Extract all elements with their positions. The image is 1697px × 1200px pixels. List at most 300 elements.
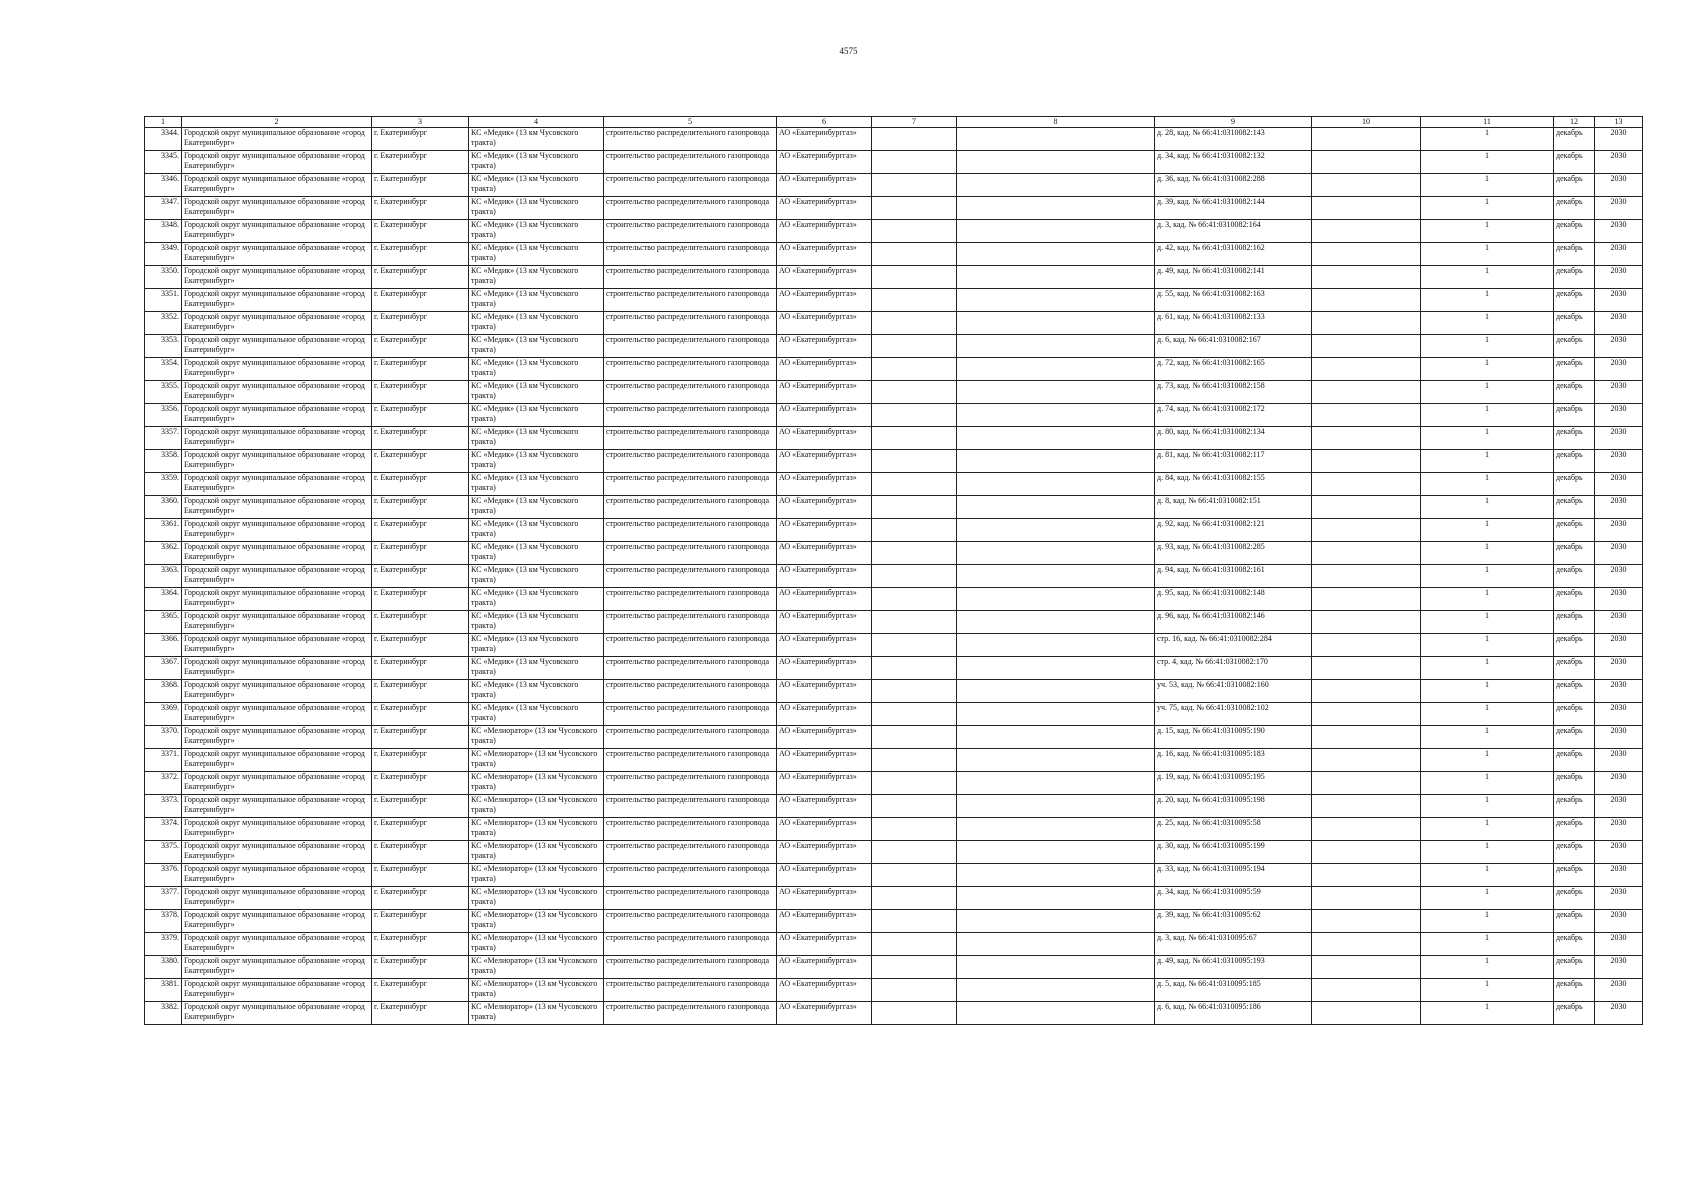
column-7-cell	[872, 542, 957, 565]
work-type-cell: строительство распределительного газопровода	[604, 979, 777, 1002]
quantity-cell: 1	[1421, 749, 1554, 772]
month-cell: декабрь	[1554, 634, 1595, 657]
column-10-cell	[1312, 772, 1421, 795]
row-number: 3374.	[145, 818, 182, 841]
object-cell: КС «Медик» (13 км Чусовского тракта)	[469, 381, 604, 404]
work-type-cell: строительство распределительного газопровода	[604, 841, 777, 864]
year-cell: 2030	[1595, 956, 1643, 979]
city-cell: г. Екатеринбург	[372, 611, 469, 634]
column-8-cell	[957, 542, 1155, 565]
year-cell: 2030	[1595, 795, 1643, 818]
month-cell: декабрь	[1554, 381, 1595, 404]
column-10-cell	[1312, 289, 1421, 312]
year-cell: 2030	[1595, 335, 1643, 358]
month-cell: декабрь	[1554, 128, 1595, 151]
object-cell: КС «Медик» (13 км Чусовского тракта)	[469, 312, 604, 335]
column-8-cell	[957, 979, 1155, 1002]
column-7-cell	[872, 611, 957, 634]
address-cell: д. 96, кад. № 66:41:0310082:146	[1155, 611, 1312, 634]
month-cell: декабрь	[1554, 772, 1595, 795]
city-cell: г. Екатеринбург	[372, 404, 469, 427]
object-cell: КС «Медик» (13 км Чусовского тракта)	[469, 128, 604, 151]
quantity-cell: 1	[1421, 473, 1554, 496]
organization-cell: АО «Екатеринбурггаз»	[777, 496, 872, 519]
column-7-cell	[872, 657, 957, 680]
column-8-cell	[957, 864, 1155, 887]
month-cell: декабрь	[1554, 841, 1595, 864]
table-row	[145, 611, 1643, 634]
organization-cell: АО «Екатеринбурггаз»	[777, 358, 872, 381]
address-cell: д. 30, кад. № 66:41:0310095:199	[1155, 841, 1312, 864]
column-8-cell	[957, 703, 1155, 726]
row-number: 3356.	[145, 404, 182, 427]
address-cell: стр. 4, кад. № 66:41:0310082:170	[1155, 657, 1312, 680]
organization-cell: АО «Екатеринбурггаз»	[777, 128, 872, 151]
municipality-cell: Городской округ муниципальное образование «город Екатеринбург»	[182, 427, 372, 450]
column-10-cell	[1312, 174, 1421, 197]
table-row	[145, 634, 1643, 657]
quantity-cell: 1	[1421, 910, 1554, 933]
row-number: 3371.	[145, 749, 182, 772]
year-cell: 2030	[1595, 565, 1643, 588]
year-cell: 2030	[1595, 174, 1643, 197]
city-cell: г. Екатеринбург	[372, 381, 469, 404]
work-type-cell: строительство распределительного газопровода	[604, 427, 777, 450]
column-8-cell	[957, 588, 1155, 611]
column-7-cell	[872, 910, 957, 933]
city-cell: г. Екатеринбург	[372, 910, 469, 933]
column-10-cell	[1312, 956, 1421, 979]
row-number: 3352.	[145, 312, 182, 335]
work-type-cell: строительство распределительного газопровода	[604, 864, 777, 887]
work-type-cell: строительство распределительного газопровода	[604, 611, 777, 634]
column-10-cell	[1312, 519, 1421, 542]
municipality-cell: Городской округ муниципальное образование «город Екатеринбург»	[182, 197, 372, 220]
table-row	[145, 128, 1643, 151]
object-cell: КС «Мелиоратор» (13 км Чусовского тракта)	[469, 772, 604, 795]
column-10-cell	[1312, 358, 1421, 381]
column-10-cell	[1312, 703, 1421, 726]
column-number-1: 1	[145, 117, 182, 128]
row-number: 3369.	[145, 703, 182, 726]
column-7-cell	[872, 473, 957, 496]
quantity-cell: 1	[1421, 818, 1554, 841]
column-7-cell	[872, 404, 957, 427]
table-row	[145, 933, 1643, 956]
address-cell: д. 81, кад. № 66:41:0310082:117	[1155, 450, 1312, 473]
quantity-cell: 1	[1421, 956, 1554, 979]
column-7-cell	[872, 243, 957, 266]
organization-cell: АО «Екатеринбурггаз»	[777, 289, 872, 312]
object-cell: КС «Медик» (13 км Чусовского тракта)	[469, 174, 604, 197]
row-number: 3359.	[145, 473, 182, 496]
city-cell: г. Екатеринбург	[372, 887, 469, 910]
city-cell: г. Екатеринбург	[372, 312, 469, 335]
column-7-cell	[872, 312, 957, 335]
row-number: 3381.	[145, 979, 182, 1002]
year-cell: 2030	[1595, 588, 1643, 611]
table-row	[145, 726, 1643, 749]
work-type-cell: строительство распределительного газопровода	[604, 749, 777, 772]
address-cell: д. 49, кад. № 66:41:0310082:141	[1155, 266, 1312, 289]
address-cell: д. 93, кад. № 66:41:0310082:285	[1155, 542, 1312, 565]
column-10-cell	[1312, 979, 1421, 1002]
address-cell: д. 80, кад. № 66:41:0310082:134	[1155, 427, 1312, 450]
work-type-cell: строительство распределительного газопровода	[604, 542, 777, 565]
row-number: 3358.	[145, 450, 182, 473]
city-cell: г. Екатеринбург	[372, 542, 469, 565]
organization-cell: АО «Екатеринбурггаз»	[777, 220, 872, 243]
municipality-cell: Городской округ муниципальное образование «город Екатеринбург»	[182, 519, 372, 542]
quantity-cell: 1	[1421, 312, 1554, 335]
column-7-cell	[872, 381, 957, 404]
organization-cell: АО «Екатеринбурггаз»	[777, 542, 872, 565]
month-cell: декабрь	[1554, 220, 1595, 243]
object-cell: КС «Мелиоратор» (13 км Чусовского тракта)	[469, 749, 604, 772]
object-cell: КС «Мелиоратор» (13 км Чусовского тракта)	[469, 956, 604, 979]
row-number: 3347.	[145, 197, 182, 220]
work-type-cell: строительство распределительного газопровода	[604, 450, 777, 473]
address-cell: д. 39, кад. № 66:41:0310095:62	[1155, 910, 1312, 933]
quantity-cell: 1	[1421, 680, 1554, 703]
row-number: 3360.	[145, 496, 182, 519]
year-cell: 2030	[1595, 657, 1643, 680]
work-type-cell: строительство распределительного газопровода	[604, 726, 777, 749]
municipality-cell: Городской округ муниципальное образование «город Екатеринбург»	[182, 749, 372, 772]
city-cell: г. Екатеринбург	[372, 450, 469, 473]
column-10-cell	[1312, 657, 1421, 680]
city-cell: г. Екатеринбург	[372, 128, 469, 151]
organization-cell: АО «Екатеринбурггаз»	[777, 680, 872, 703]
table-row	[145, 841, 1643, 864]
year-cell: 2030	[1595, 151, 1643, 174]
column-7-cell	[872, 887, 957, 910]
object-cell: КС «Медик» (13 км Чусовского тракта)	[469, 657, 604, 680]
quantity-cell: 1	[1421, 404, 1554, 427]
organization-cell: АО «Екатеринбурггаз»	[777, 887, 872, 910]
municipality-cell: Городской округ муниципальное образование «город Екатеринбург»	[182, 657, 372, 680]
object-cell: КС «Медик» (13 км Чусовского тракта)	[469, 450, 604, 473]
column-8-cell	[957, 243, 1155, 266]
address-cell: д. 36, кад. № 66:41:0310082:288	[1155, 174, 1312, 197]
column-10-cell	[1312, 726, 1421, 749]
work-type-cell: строительство распределительного газопровода	[604, 335, 777, 358]
column-7-cell	[872, 933, 957, 956]
year-cell: 2030	[1595, 818, 1643, 841]
column-7-cell	[872, 128, 957, 151]
table-row	[145, 404, 1643, 427]
row-number: 3350.	[145, 266, 182, 289]
table-row	[145, 818, 1643, 841]
table-row	[145, 680, 1643, 703]
column-number-6: 6	[777, 117, 872, 128]
column-7-cell	[872, 197, 957, 220]
table-row	[145, 358, 1643, 381]
row-number: 3349.	[145, 243, 182, 266]
table-row	[145, 542, 1643, 565]
city-cell: г. Екатеринбург	[372, 795, 469, 818]
municipality-cell: Городской округ муниципальное образование «город Екатеринбург»	[182, 243, 372, 266]
month-cell: декабрь	[1554, 496, 1595, 519]
column-8-cell	[957, 565, 1155, 588]
address-cell: д. 61, кад. № 66:41:0310082:133	[1155, 312, 1312, 335]
city-cell: г. Екатеринбург	[372, 864, 469, 887]
month-cell: декабрь	[1554, 243, 1595, 266]
year-cell: 2030	[1595, 611, 1643, 634]
column-8-cell	[957, 289, 1155, 312]
month-cell: декабрь	[1554, 427, 1595, 450]
quantity-cell: 1	[1421, 933, 1554, 956]
month-cell: декабрь	[1554, 933, 1595, 956]
column-7-cell	[872, 289, 957, 312]
column-10-cell	[1312, 588, 1421, 611]
column-8-cell	[957, 128, 1155, 151]
row-number: 3363.	[145, 565, 182, 588]
organization-cell: АО «Екатеринбурггаз»	[777, 910, 872, 933]
column-10-cell	[1312, 220, 1421, 243]
month-cell: декабрь	[1554, 450, 1595, 473]
column-8-cell	[957, 151, 1155, 174]
address-cell: д. 34, кад. № 66:41:0310082:132	[1155, 151, 1312, 174]
table-row	[145, 772, 1643, 795]
address-cell: стр. 16, кад. № 66:41:0310082:284	[1155, 634, 1312, 657]
work-type-cell: строительство распределительного газопровода	[604, 266, 777, 289]
organization-cell: АО «Екатеринбурггаз»	[777, 933, 872, 956]
column-7-cell	[872, 703, 957, 726]
column-7-cell	[872, 634, 957, 657]
row-number: 3361.	[145, 519, 182, 542]
table-row	[145, 749, 1643, 772]
object-cell: КС «Медик» (13 км Чусовского тракта)	[469, 427, 604, 450]
organization-cell: АО «Екатеринбурггаз»	[777, 473, 872, 496]
organization-cell: АО «Екатеринбурггаз»	[777, 611, 872, 634]
column-10-cell	[1312, 565, 1421, 588]
table-row	[145, 289, 1643, 312]
column-number-8: 8	[957, 117, 1155, 128]
row-number: 3368.	[145, 680, 182, 703]
quantity-cell: 1	[1421, 841, 1554, 864]
address-cell: д. 92, кад. № 66:41:0310082:121	[1155, 519, 1312, 542]
table-row	[145, 243, 1643, 266]
work-type-cell: строительство распределительного газопровода	[604, 772, 777, 795]
organization-cell: АО «Екатеринбурггаз»	[777, 450, 872, 473]
column-number-2: 2	[182, 117, 372, 128]
object-cell: КС «Медик» (13 км Чусовского тракта)	[469, 634, 604, 657]
object-cell: КС «Мелиоратор» (13 км Чусовского тракта)	[469, 864, 604, 887]
city-cell: г. Екатеринбург	[372, 772, 469, 795]
municipality-cell: Городской округ муниципальное образование «город Екатеринбург»	[182, 450, 372, 473]
work-type-cell: строительство распределительного газопровода	[604, 657, 777, 680]
month-cell: декабрь	[1554, 611, 1595, 634]
work-type-cell: строительство распределительного газопровода	[604, 404, 777, 427]
organization-cell: АО «Екатеринбурггаз»	[777, 979, 872, 1002]
municipality-cell: Городской округ муниципальное образование «город Екатеринбург»	[182, 864, 372, 887]
municipality-cell: Городской округ муниципальное образование «город Екатеринбург»	[182, 703, 372, 726]
object-cell: КС «Медик» (13 км Чусовского тракта)	[469, 335, 604, 358]
quantity-cell: 1	[1421, 220, 1554, 243]
municipality-cell: Городской округ муниципальное образование «город Екатеринбург»	[182, 312, 372, 335]
column-10-cell	[1312, 910, 1421, 933]
column-number-row	[145, 117, 1643, 128]
municipality-cell: Городской округ муниципальное образование «город Екатеринбург»	[182, 358, 372, 381]
table-row	[145, 174, 1643, 197]
month-cell: декабрь	[1554, 657, 1595, 680]
quantity-cell: 1	[1421, 864, 1554, 887]
column-7-cell	[872, 1002, 957, 1025]
column-10-cell	[1312, 542, 1421, 565]
city-cell: г. Екатеринбург	[372, 565, 469, 588]
city-cell: г. Екатеринбург	[372, 680, 469, 703]
address-cell: д. 6, кад. № 66:41:0310095:186	[1155, 1002, 1312, 1025]
municipality-cell: Городской округ муниципальное образование «город Екатеринбург»	[182, 473, 372, 496]
organization-cell: АО «Екатеринбурггаз»	[777, 266, 872, 289]
table-row	[145, 335, 1643, 358]
row-number: 3346.	[145, 174, 182, 197]
table-row	[145, 496, 1643, 519]
organization-cell: АО «Екатеринбурггаз»	[777, 197, 872, 220]
city-cell: г. Екатеринбург	[372, 197, 469, 220]
column-8-cell	[957, 174, 1155, 197]
column-10-cell	[1312, 197, 1421, 220]
column-7-cell	[872, 496, 957, 519]
table-row	[145, 864, 1643, 887]
quantity-cell: 1	[1421, 519, 1554, 542]
registry-table	[144, 116, 1643, 1025]
address-cell: д. 19, кад. № 66:41:0310095:195	[1155, 772, 1312, 795]
month-cell: декабрь	[1554, 358, 1595, 381]
object-cell: КС «Мелиоратор» (13 км Чусовского тракта)	[469, 818, 604, 841]
year-cell: 2030	[1595, 772, 1643, 795]
column-10-cell	[1312, 680, 1421, 703]
city-cell: г. Екатеринбург	[372, 749, 469, 772]
month-cell: декабрь	[1554, 151, 1595, 174]
column-8-cell	[957, 519, 1155, 542]
city-cell: г. Екатеринбург	[372, 427, 469, 450]
work-type-cell: строительство распределительного газопровода	[604, 933, 777, 956]
municipality-cell: Городской округ муниципальное образование «город Екатеринбург»	[182, 818, 372, 841]
row-number: 3348.	[145, 220, 182, 243]
column-8-cell	[957, 358, 1155, 381]
column-number-4: 4	[469, 117, 604, 128]
column-10-cell	[1312, 473, 1421, 496]
month-cell: декабрь	[1554, 174, 1595, 197]
address-cell: д. 72, кад. № 66:41:0310082:165	[1155, 358, 1312, 381]
object-cell: КС «Медик» (13 км Чусовского тракта)	[469, 266, 604, 289]
organization-cell: АО «Екатеринбурггаз»	[777, 657, 872, 680]
column-7-cell	[872, 818, 957, 841]
column-10-cell	[1312, 496, 1421, 519]
month-cell: декабрь	[1554, 680, 1595, 703]
work-type-cell: строительство распределительного газопровода	[604, 358, 777, 381]
work-type-cell: строительство распределительного газопровода	[604, 496, 777, 519]
work-type-cell: строительство распределительного газопровода	[604, 519, 777, 542]
year-cell: 2030	[1595, 933, 1643, 956]
column-8-cell	[957, 496, 1155, 519]
address-cell: д. 8, кад. № 66:41:0310082:151	[1155, 496, 1312, 519]
city-cell: г. Екатеринбург	[372, 956, 469, 979]
table-row	[145, 910, 1643, 933]
column-8-cell	[957, 680, 1155, 703]
municipality-cell: Городской округ муниципальное образование «город Екатеринбург»	[182, 910, 372, 933]
year-cell: 2030	[1595, 450, 1643, 473]
row-number: 3372.	[145, 772, 182, 795]
object-cell: КС «Мелиоратор» (13 км Чусовского тракта)	[469, 910, 604, 933]
object-cell: КС «Медик» (13 км Чусовского тракта)	[469, 243, 604, 266]
address-cell: д. 3, кад. № 66:41:0310095:67	[1155, 933, 1312, 956]
year-cell: 2030	[1595, 289, 1643, 312]
quantity-cell: 1	[1421, 427, 1554, 450]
year-cell: 2030	[1595, 197, 1643, 220]
quantity-cell: 1	[1421, 634, 1554, 657]
city-cell: г. Екатеринбург	[372, 174, 469, 197]
column-8-cell	[957, 956, 1155, 979]
column-8-cell	[957, 312, 1155, 335]
municipality-cell: Городской округ муниципальное образование «город Екатеринбург»	[182, 979, 372, 1002]
address-cell: д. 33, кад. № 66:41:0310095:194	[1155, 864, 1312, 887]
column-10-cell	[1312, 611, 1421, 634]
work-type-cell: строительство распределительного газопровода	[604, 128, 777, 151]
address-cell: д. 55, кад. № 66:41:0310082:163	[1155, 289, 1312, 312]
month-cell: декабрь	[1554, 726, 1595, 749]
table-row	[145, 519, 1643, 542]
object-cell: КС «Медик» (13 км Чусовского тракта)	[469, 680, 604, 703]
municipality-cell: Городской округ муниципальное образование «город Екатеринбург»	[182, 680, 372, 703]
column-7-cell	[872, 519, 957, 542]
organization-cell: АО «Екатеринбурггаз»	[777, 818, 872, 841]
column-8-cell	[957, 749, 1155, 772]
object-cell: КС «Медик» (13 км Чусовского тракта)	[469, 565, 604, 588]
column-7-cell	[872, 680, 957, 703]
table-row	[145, 151, 1643, 174]
organization-cell: АО «Екатеринбурггаз»	[777, 864, 872, 887]
table-row	[145, 657, 1643, 680]
city-cell: г. Екатеринбург	[372, 634, 469, 657]
city-cell: г. Екатеринбург	[372, 933, 469, 956]
row-number: 3370.	[145, 726, 182, 749]
city-cell: г. Екатеринбург	[372, 473, 469, 496]
table-row	[145, 795, 1643, 818]
column-8-cell	[957, 266, 1155, 289]
organization-cell: АО «Екатеринбурггаз»	[777, 404, 872, 427]
month-cell: декабрь	[1554, 312, 1595, 335]
column-10-cell	[1312, 243, 1421, 266]
column-8-cell	[957, 772, 1155, 795]
quantity-cell: 1	[1421, 358, 1554, 381]
quantity-cell: 1	[1421, 128, 1554, 151]
work-type-cell: строительство распределительного газопровода	[604, 289, 777, 312]
column-10-cell	[1312, 266, 1421, 289]
quantity-cell: 1	[1421, 703, 1554, 726]
year-cell: 2030	[1595, 128, 1643, 151]
organization-cell: АО «Екатеринбурггаз»	[777, 381, 872, 404]
object-cell: КС «Мелиоратор» (13 км Чусовского тракта)	[469, 979, 604, 1002]
column-7-cell	[872, 151, 957, 174]
table-row	[145, 979, 1643, 1002]
work-type-cell: строительство распределительного газопровода	[604, 818, 777, 841]
column-10-cell	[1312, 312, 1421, 335]
quantity-cell: 1	[1421, 450, 1554, 473]
column-8-cell	[957, 910, 1155, 933]
work-type-cell: строительство распределительного газопровода	[604, 956, 777, 979]
month-cell: декабрь	[1554, 519, 1595, 542]
object-cell: КС «Мелиоратор» (13 км Чусовского тракта)	[469, 841, 604, 864]
year-cell: 2030	[1595, 634, 1643, 657]
table-row	[145, 887, 1643, 910]
work-type-cell: строительство распределительного газопровода	[604, 174, 777, 197]
work-type-cell: строительство распределительного газопровода	[604, 220, 777, 243]
city-cell: г. Екатеринбург	[372, 657, 469, 680]
object-cell: КС «Медик» (13 км Чусовского тракта)	[469, 289, 604, 312]
